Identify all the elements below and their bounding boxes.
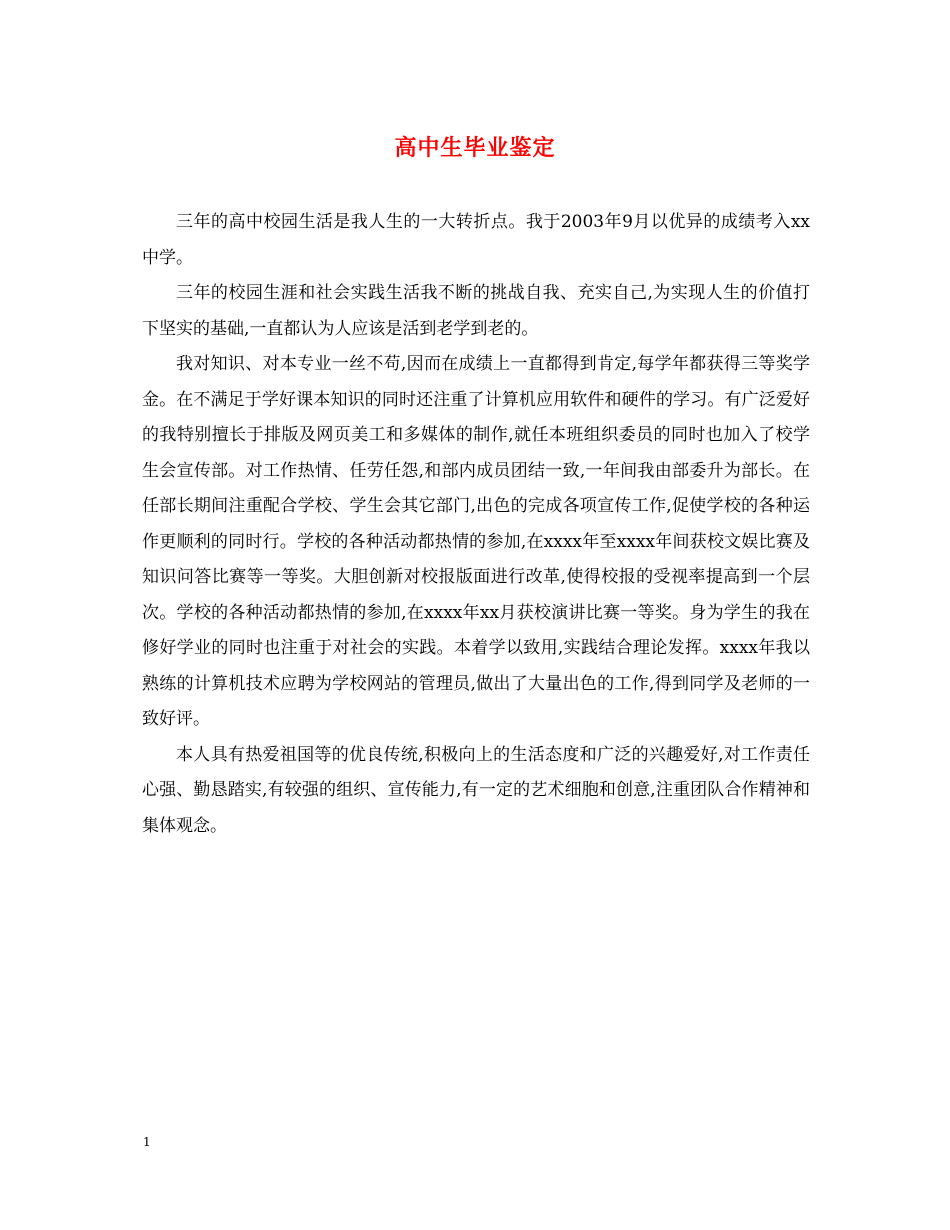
paragraph-1: 三年的高中校园生活是我人生的一大转折点。我于2003年9月以优异的成绩考入xx中学。	[142, 212, 810, 268]
document-title: 高中生毕业鉴定	[394, 135, 556, 161]
paragraph-2: 三年的校园生涯和社会实践生活我不断的挑战自我、充实自己,为实现人生的价值打下坚实的基础,一直都认为人应该是活到老学到老的。	[142, 283, 810, 339]
paragraph-4: 本人具有热爱祖国等的优良传统,积极向上的生活态度和广泛的兴趣爱好,对工作责任心强、勤恳踏实,有较强的组织、宣传能力,有一定的艺术细胞和创意,注重团队合作精神和集体观念。	[142, 744, 810, 836]
paragraph-3: 我对知识、对本专业一丝不苟,因而在成绩上一直都得到肯定,每学年都获得三等奖学金。在不满足于学好课本知识的同时还注重了计算机应用软件和硬件的学习。有广泛爱好的我特别擅长于排版及网页美工和多媒体的制作,就任本班组织委员的同时也加入了校学生会宣传部。对工作热情、任劳任怨,和部内成员团结一致,一年间我由部委升为部长。在任部长期间注重配合学校、学生会其它部门,出色的完成各项宣传工作,促使学校的各种运作更顺利的同时行。学校的各种活动都热情的参加,在xxxx年至xxxx年间获校文娱比赛及知识问答比赛等一等奖。大胆创新对校报版面进行改革,使得校报的受视率提高到一个层次。学校的各种活动都热情的参加,在xxxx年xx月获校演讲比赛一等奖。身为学生的我在修好学业的同时也注重于对社会的实践。本着学以致用,实践结合理论发挥。xxxx年我以熟练的计算机技术应聘为学校网站的管理员,做出了大量出色的工作,得到同学及老师的一致好评。	[142, 354, 810, 729]
document-body	[142, 205, 810, 844]
page-number: 1	[143, 1135, 151, 1149]
